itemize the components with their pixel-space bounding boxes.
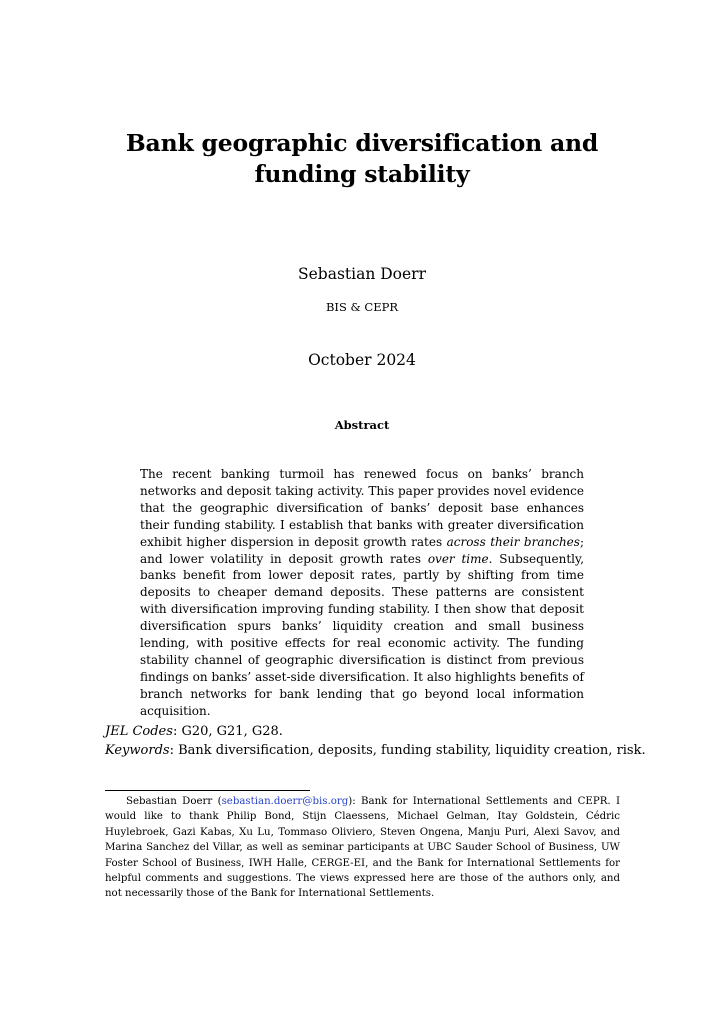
title-line-2: funding stability [254,160,470,188]
author-name: Sebastian Doerr [298,265,426,283]
abstract-text-2: ; and lower volatility in deposit growth rates [140,534,584,566]
publication-date: October 2024 [308,351,416,369]
abstract-heading: Abstract [334,418,390,432]
author-email-link[interactable]: sebastian.doerr@bis.org [221,796,349,807]
author-affiliation: BIS & CEPR [325,300,398,314]
abstract-emphasis-2: over time [427,551,489,566]
footnote-divider [105,790,310,791]
title-line-1: Bank geographic diversification and [125,129,599,157]
footnote-text-2: ): Bank for International Settlements and CEPR. I would like to thank Philip Bond, Stijn Claessens, Michael Gelman, Itay Goldstein, Cédric Huylebroek, Gazi Kabas, Xu Lu, Tommaso Oliviero, Steven Ongena, Manju Puri, Alexi Savov, and Marina Sanchez del Villar, as well as seminar participants at UBC Sauder School of Business, UW Foster School of Business, IWH Halle, CERGE-EI, and the Bank for International Settlements for helpful comments and suggestions. The views expressed here are those of the authors only, and not necessarily those of the Bank for International Settlements. [105,796,620,900]
jel-value: : G20, G21, G28. [172,724,283,739]
keywords-label: Keywords [105,743,170,758]
jel-label: JEL Codes [105,724,173,739]
footnote [105,794,620,902]
abstract-text-1: The recent banking turmoil has renewed focus on banks’ branch networks and deposit taking activity. This paper provides novel evidence that the geographic diversification of banks’ deposit base enhances their funding stability. I establish that banks with greater diversification exhibit higher dispersion in deposit growth rates [140,467,584,549]
footnote-text-1: Sebastian Doerr ( [126,796,222,807]
jel-codes [105,724,625,739]
paper-title [120,128,604,190]
keywords-value: : Bank diversification, deposits, funding stability, liquidity creation, risk. [169,743,646,758]
abstract-text-3: . Subsequently, banks benefit from lower deposit rates, partly by shifting from time deposits to cheaper demand deposits. These patterns are consistent with diversification improving funding stability. I then show that deposit diversification spurs banks’ liquidity creation and small business lending, with positive effects for real economic activity. The funding stability channel of geographic diversification is distinct from previous findings on banks’ asset-side diversification. It also highlights benefits of branch networks for bank lending that go beyond local information acquisition. [140,551,585,718]
abstract-body [140,466,584,720]
abstract-emphasis-1: across their branches [446,534,580,549]
keywords [105,743,646,758]
